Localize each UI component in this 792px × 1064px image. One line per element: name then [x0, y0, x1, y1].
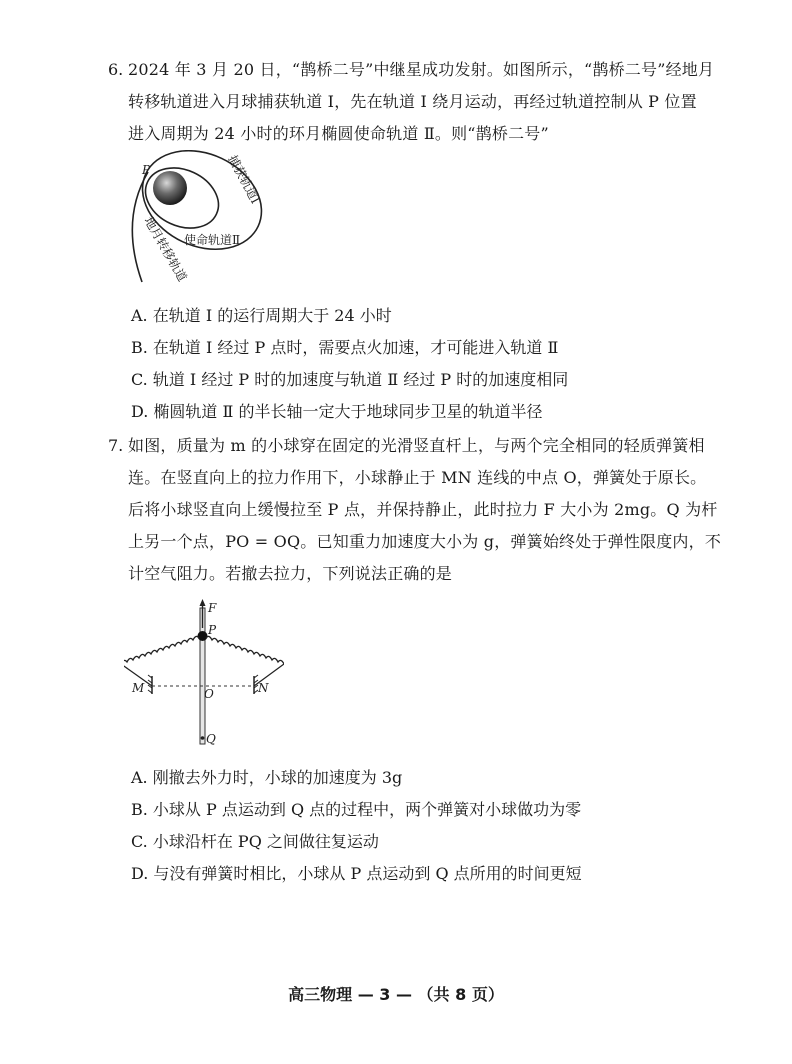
page-footer: 高三物理 — 3 — （共 8 页）	[288, 985, 504, 1004]
point-n-label: N	[258, 681, 269, 695]
point-q	[201, 736, 205, 740]
point-p-label: P	[208, 623, 217, 637]
option-c: C. 轨道 Ⅰ 经过 P 时的加速度与轨道 Ⅱ 经过 P 时的加速度相同	[131, 370, 569, 389]
question-text-line: 如图，质量为 m 的小球穿在固定的光滑竖直杆上，与两个完全相同的轻质弹簧相	[128, 436, 705, 455]
left-spring	[124, 636, 199, 686]
force-label: F	[208, 601, 217, 615]
transfer-orbit-label: 地月转移轨道	[141, 214, 190, 284]
question-text-line: 上另一个点，PO = OQ。已知重力加速度大小为 g，弹簧始终处于弹性限度内，不	[128, 532, 722, 551]
option-a: A. 刚撤去外力时，小球的加速度为 3g	[131, 768, 403, 787]
point-m-label: M	[132, 681, 145, 695]
question-text-line: 计空气阻力。若撤去拉力，下列说法正确的是	[128, 564, 453, 583]
vertical-rod	[200, 608, 205, 744]
option-a: A. 在轨道 Ⅰ 的运行周期大于 24 小时	[131, 306, 392, 325]
option-d: D. 与没有弹簧时相比，小球从 P 点运动到 Q 点所用的时间更短	[131, 864, 582, 883]
mission-orbit-label: 使命轨道Ⅱ	[184, 233, 241, 247]
question-text-line: 转移轨道进入月球捕获轨道 Ⅰ，先在轨道 Ⅰ 绕月运动，再经过轨道控制从 P 位置	[128, 92, 697, 111]
option-b: B. 在轨道 Ⅰ 经过 P 点时，需要点火加速，才可能进入轨道 Ⅱ	[131, 338, 559, 357]
capture-orbit-label: 捕获轨道Ⅰ	[225, 152, 263, 206]
spring-diagram	[124, 598, 284, 754]
question-text-line: 连。在竖直向上的拉力作用下，小球静止于 MN 连线的中点 O，弹簧处于原长。	[128, 468, 707, 487]
ball	[198, 631, 208, 641]
question-text-line: 2024 年 3 月 20 日，“鹊桥二号”中继星成功发射。如图所示，“鹊桥二号”经地月	[128, 60, 715, 79]
question-text-line: 后将小球竖直向上缓慢拉至 P 点，并保持静止，此时拉力 F 大小为 2mg。Q 为杆	[128, 500, 718, 519]
question-number: 7.	[108, 436, 124, 455]
point-p-label: P	[142, 163, 151, 177]
moon	[153, 171, 187, 205]
right-spring	[206, 636, 284, 686]
point-q-label: Q	[206, 732, 216, 746]
question-number: 6.	[108, 60, 124, 79]
point-o-label: O	[204, 687, 214, 701]
option-d: D. 椭圆轨道 Ⅱ 的半长轴一定大于地球同步卫星的轨道半径	[131, 402, 543, 421]
option-c: C. 小球沿杆在 PQ 之间做往复运动	[131, 832, 379, 851]
orbit-diagram	[120, 150, 290, 290]
question-text-line: 进入周期为 24 小时的环月椭圆使命轨道 Ⅱ。则“鹊桥二号”	[128, 124, 549, 143]
option-b: B. 小球从 P 点运动到 Q 点的过程中，两个弹簧对小球做功为零	[131, 800, 582, 819]
force-arrow-head	[200, 599, 206, 606]
